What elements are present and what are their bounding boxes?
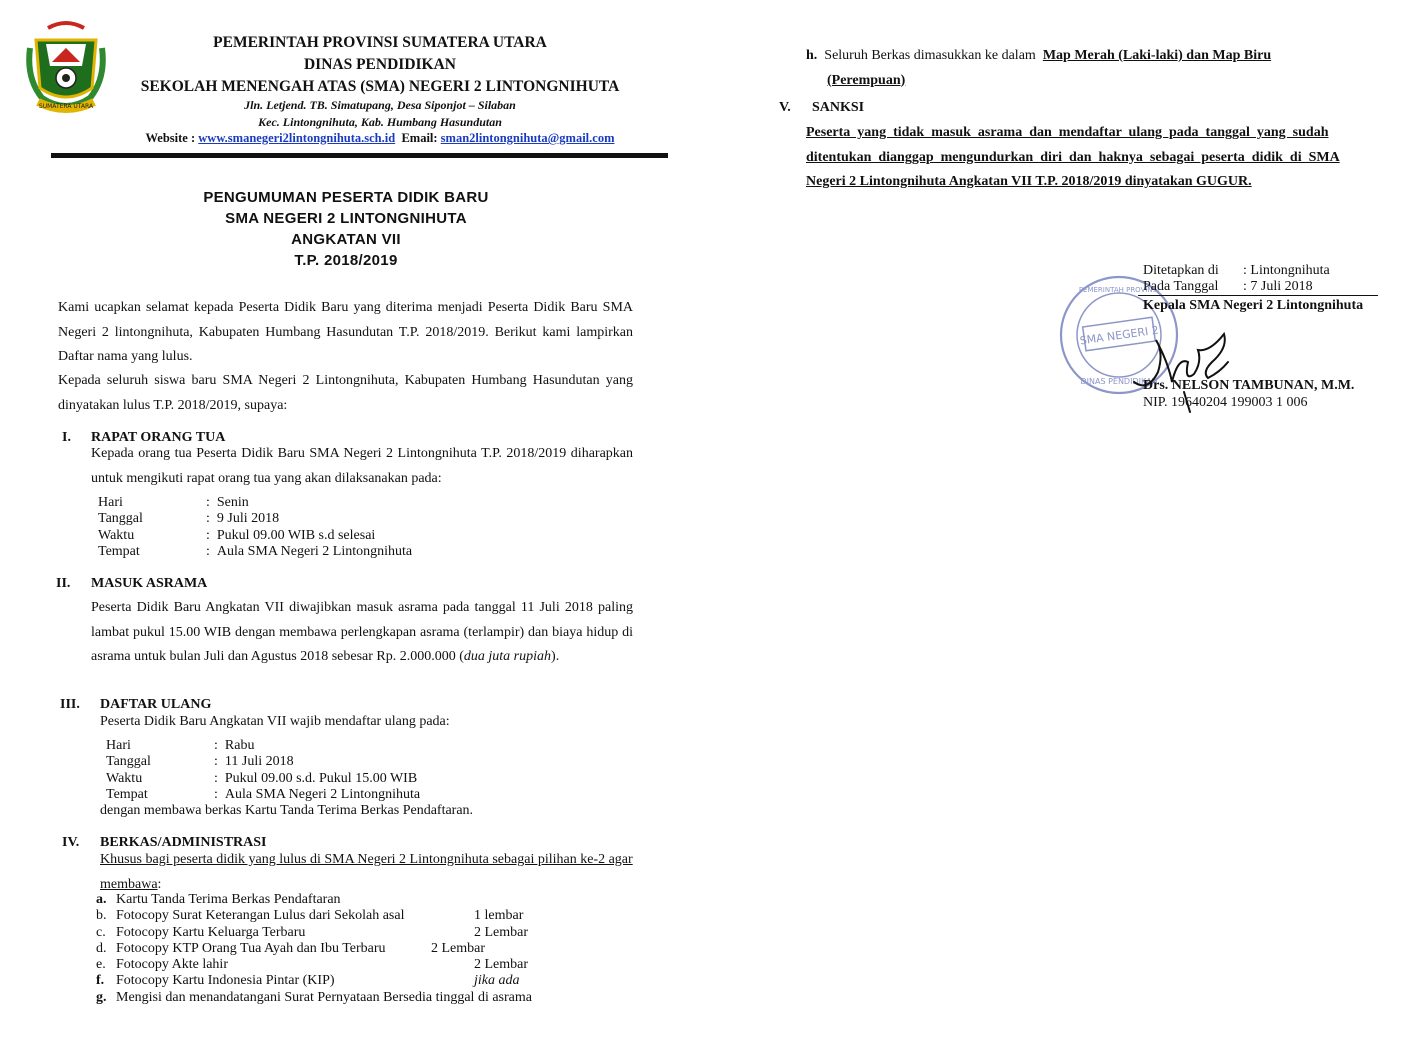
section-4-text: Khusus bagi peserta didik yang lulus di SMA Negeri 2 Lintongnihuta sebagai pilihan ke-2 agar bbox=[100, 852, 633, 867]
detail-row: Tanggal : 9 Juli 2018 bbox=[98, 511, 280, 527]
section-2-text: Peserta Didik Baru Angkatan VII diwajibkan masuk asrama pada tanggal 11 Juli 2018 paling lambat pukul 15.00 WIB dengan membawa perlengkapan asrama (terlampir) dan biaya hidup di asrama untuk bulan Juli dan Agustus 2018 sebesar Rp. 2.000.000 (dua juta rupiah). bbox=[91, 600, 633, 664]
list-item: f. Fotocopy Kartu Indonesia Pintar (KIP) jika ada bbox=[96, 973, 520, 989]
kop-line-3: SEKOLAH MENENGAH ATAS (SMA) NEGERI 2 LINTONGNIHUTA bbox=[140, 78, 620, 95]
tanggal-label: Pada Tanggal bbox=[1143, 279, 1219, 294]
signature-divider bbox=[1138, 295, 1378, 296]
signer-name: Drs. NELSON TAMBUNAN, M.M. bbox=[1143, 378, 1355, 393]
detail-row: Tempat : Aula SMA Negeri 2 Lintongnihuta bbox=[98, 543, 413, 559]
section-1-text: Kepada orang tua Peserta Didik Baru SMA Negeri 2 Lintongnihuta T.P. 2018/2019 diharapkan untuk mengikuti rapat orang tua yang akan dilaksanakan pada: bbox=[91, 446, 633, 486]
website-link[interactable]: www.smanegeri2lintongnihuta.sch.id bbox=[198, 131, 396, 145]
detail-row: Waktu : Pukul 09.00 s.d. Pukul 15.00 WIB bbox=[106, 770, 418, 786]
email-link[interactable]: sman2lintongnihuta@gmail.com bbox=[440, 131, 615, 145]
section-2-title: MASUK ASRAMA bbox=[91, 576, 208, 591]
detail-row: Tanggal : 11 Juli 2018 bbox=[106, 754, 294, 770]
website-label: Website : bbox=[145, 131, 196, 145]
section-5-title: SANKSI bbox=[812, 100, 865, 115]
section-1-title: RAPAT ORANG TUA bbox=[91, 430, 226, 445]
kop-address-2: Kec. Lintongnihuta, Kab. Humbang Hasundutan bbox=[258, 115, 502, 129]
kop-line-1: PEMERINTAH PROVINSI SUMATERA UTARA bbox=[213, 34, 547, 51]
section-3-number: III. bbox=[60, 697, 80, 712]
section-4-text-2: membawa: bbox=[100, 877, 162, 892]
ditetapkan-label: Ditetapkan di bbox=[1143, 263, 1219, 278]
signer-position: Kepala SMA Negeri 2 Lintongnihuta bbox=[1143, 298, 1364, 313]
section-1-details bbox=[98, 495, 412, 560]
signer-nip: NIP. 19640204 199003 1 006 bbox=[1143, 395, 1308, 410]
svg-text:PEMERINTAH PROVINSI: PEMERINTAH PROVINSI bbox=[1078, 286, 1160, 294]
list-item: b. Fotocopy Surat Keterangan Lulus dari Sekolah asal 1 lembar bbox=[96, 908, 524, 924]
kop-divider bbox=[51, 153, 668, 158]
section-5-text: Peserta yang tidak masuk asrama dan mendaftar ulang pada tanggal yang sudah ditentukan dianggap mengundurkan diri dan haknya sebagai peserta didik di SMA Negeri 2 Lintongnihuta Angkatan VII T.P. 2018/2019 dinyatakan GUGUR. bbox=[806, 125, 1340, 189]
detail-row: Hari : Senin bbox=[98, 495, 249, 510]
section-3-footer: dengan membawa berkas Kartu Tanda Terima Berkas Pendaftaran. bbox=[100, 803, 474, 818]
detail-row: Waktu : Pukul 09.00 WIB s.d selesai bbox=[98, 527, 376, 543]
kop-address-1: Jln. Letjend. TB. Simatupang, Desa Siponjot – Silaban bbox=[244, 98, 516, 112]
list-item: e. Fotocopy Akte lahir 2 Lembar bbox=[96, 957, 529, 973]
title-line-3: ANGKATAN VII bbox=[291, 231, 401, 248]
section-4-number: IV. bbox=[62, 835, 80, 850]
section-4-title: BERKAS/ADMINISTRASI bbox=[100, 835, 267, 850]
section-5-number: V. bbox=[779, 100, 791, 115]
kop-line-2: DINAS PENDIDIKAN bbox=[303, 56, 456, 73]
intro-paragraph-1: Kami ucapkan selamat kepada Peserta Didik Baru yang diterima menjadi Peserta Didik Baru SMA Negeri 2 lintongnihuta, Kabupaten Humbang Hasundutan T.P. 2018/2019. Berikut kami lampirkan Daftar nama yang lulus. bbox=[58, 300, 633, 364]
section-3-text: Peserta Didik Baru Angkatan VII wajib mendaftar ulang pada: bbox=[100, 714, 450, 729]
svg-text:DINAS PENDIDIKAN: DINAS PENDIDIKAN bbox=[1080, 377, 1158, 386]
list-item: g. Mengisi dan menandatangani Surat Pernyataan Bersedia tinggal di asrama bbox=[96, 989, 532, 1005]
section-3-details bbox=[106, 738, 420, 803]
detail-row: Tempat : Aula SMA Negeri 2 Lintongnihuta bbox=[106, 786, 421, 802]
intro-paragraph-2: Kepada seluruh siswa baru SMA Negeri 2 Lintongnihuta, Kabupaten Humbang Hasundutan yang dinyatakan lulus T.P. 2018/2019, supaya: bbox=[58, 373, 633, 413]
tanggal-value: : 7 Juli 2018 bbox=[1243, 279, 1313, 294]
detail-row: Hari : Rabu bbox=[106, 738, 255, 753]
section-2-number: II. bbox=[56, 576, 71, 591]
section-1-number: I. bbox=[62, 430, 71, 445]
kop-contact bbox=[80, 131, 680, 146]
title-line-4: T.P. 2018/2019 bbox=[294, 252, 398, 269]
svg-text:SMA NEGERI 2: SMA NEGERI 2 bbox=[1078, 323, 1160, 348]
item-h: h. Seluruh Berkas dimasukkan ke dalam Map Merah (Laki-laki) dan Map Biru (Perempuan) bbox=[806, 48, 1272, 88]
list-item: a. Kartu Tanda Terima Berkas Pendaftaran bbox=[96, 892, 341, 907]
title-line-2: SMA NEGERI 2 LINTONGNIHUTA bbox=[225, 210, 467, 227]
list-item: d. Fotocopy KTP Orang Tua Ayah dan Ibu Terbaru 2 Lembar bbox=[96, 940, 486, 956]
section-4-list bbox=[96, 892, 532, 1006]
svg-text:SUMATERA UTARA: SUMATERA UTARA bbox=[38, 103, 94, 110]
email-label: Email: bbox=[401, 131, 438, 145]
title-line-1: PENGUMUMAN PESERTA DIDIK BARU bbox=[203, 189, 489, 206]
ditetapkan-value: : Lintongnihuta bbox=[1243, 263, 1330, 278]
list-item: c. Fotocopy Kartu Keluarga Terbaru 2 Lembar bbox=[96, 924, 529, 940]
section-3-title: DAFTAR ULANG bbox=[100, 697, 212, 712]
